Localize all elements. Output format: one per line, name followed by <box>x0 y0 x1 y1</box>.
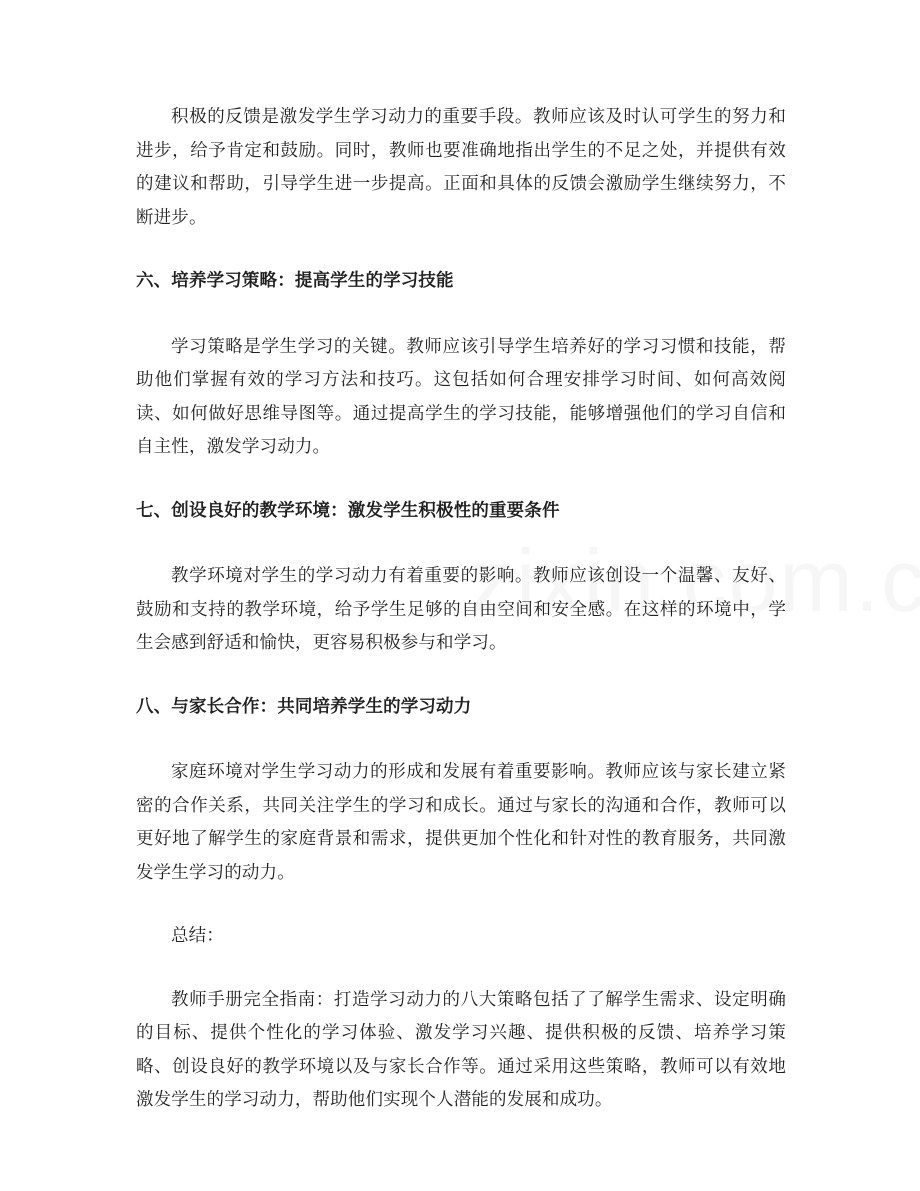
section-6-body: 学习策略是学生学习的关键。教师应该引导学生培养好的学习习惯和技能，帮助他们掌握有效的学习方法和技巧。这包括如何合理安排学习时间、如何高效阅读、如何做好思维导图等。通过提高学生的学习技能，能够增强他们的学习自信和自主性，激发学习动力。 <box>136 336 786 457</box>
section-8-body: 家庭环境对学生学习动力的形成和发展有着重要影响。教师应该与家长建立紧密的合作关系，共同关注学生的学习和成长。通过与家长的沟通和合作，教师可以更好地了解学生的家庭背景和需求，提供更加个性化和针对性的教育服务，共同激发学生学习的动力。 <box>136 762 786 883</box>
summary-label: 总结： <box>171 926 224 946</box>
section-8-heading: 八、与家长合作：共同培养学生的学习动力 <box>136 696 472 717</box>
summary-body: 教师手册完全指南：打造学习动力的八大策略包括了了解学生需求、设定明确的目标、提供个性化的学习体验、激发学习兴趣、提供积极的反馈、培养学习策略、创设良好的教学环境以及与家长合作等。通过采用这些策略，教师可以有效地激发学生的学习动力，帮助他们实现个人潜能的发展和成功。 <box>136 989 786 1110</box>
paragraph-feedback: 积极的反馈是激发学生学习动力的重要手段。教师应该及时认可学生的努力和进步，给予肯定和鼓励。同时，教师也要准确地指出学生的不足之处，并提供有效的建议和帮助，引导学生进一步提高。正面和具体的反馈会激励学生继续努力，不断进步。 <box>136 107 786 228</box>
section-7-heading: 七、创设良好的教学环境：激发学生积极性的重要条件 <box>136 500 560 521</box>
section-7-body: 教学环境对学生的学习动力有着重要的影响。教师应该创设一个温馨、友好、鼓励和支持的教学环境，给予学生足够的自由空间和安全感。在这样的环境中，学生会感到舒适和愉快，更容易积极参与和学习。 <box>136 566 786 653</box>
section-6-heading: 六、培养学习策略：提高学生的学习技能 <box>136 271 454 291</box>
document-body <box>136 101 786 1118</box>
